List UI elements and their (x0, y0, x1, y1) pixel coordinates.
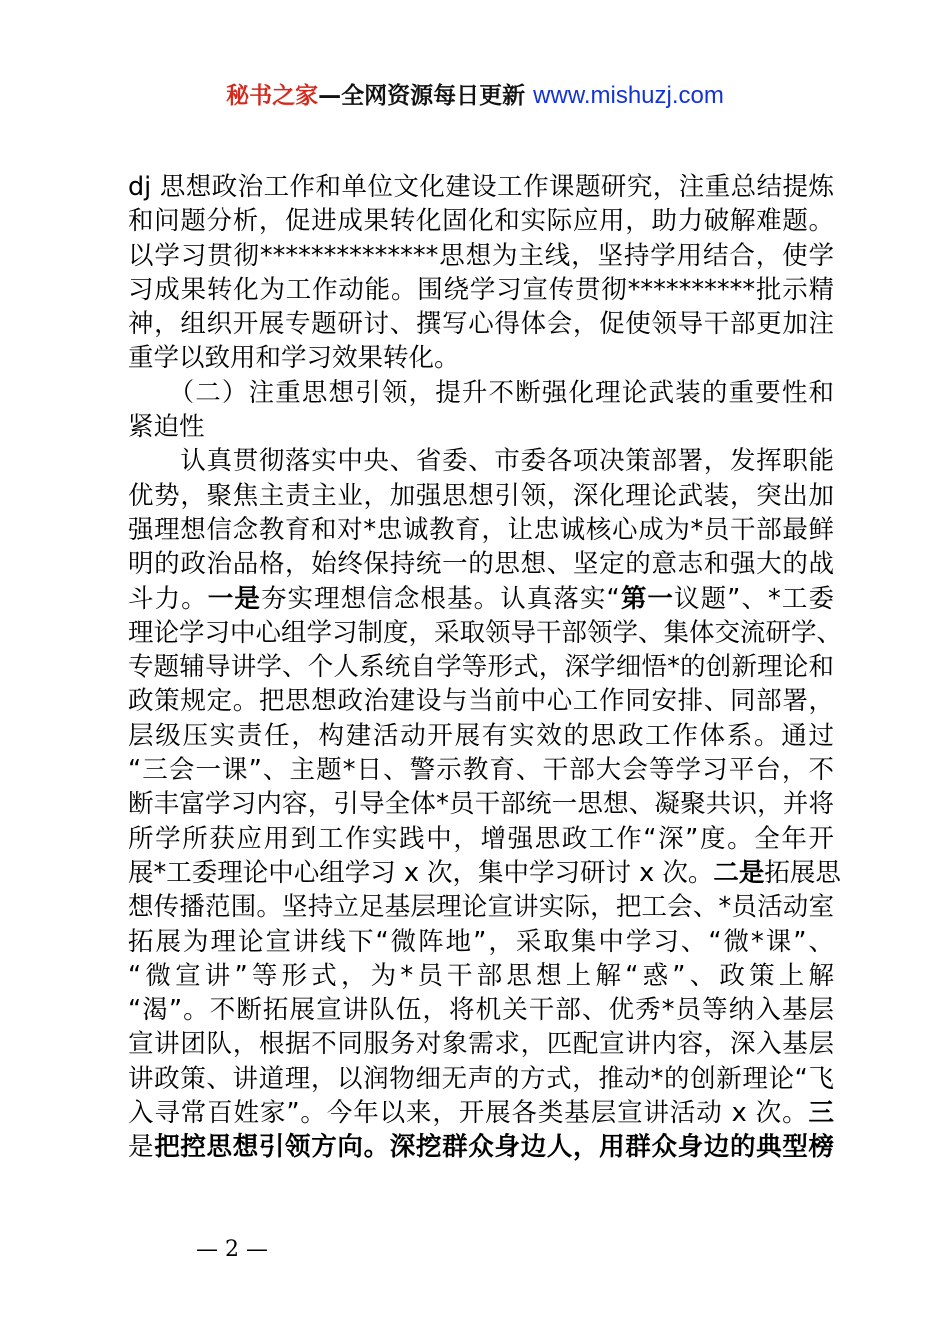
text-segment: 和问题分析，促进成果转化固化和实际应用，助力破解难题。 (128, 206, 834, 237)
bold-lead-phrase: 把控思想引领方向。深挖群众身边人，用群众身边的典型榜 (154, 1132, 834, 1163)
text-line (128, 582, 834, 616)
text-line (128, 856, 841, 890)
document-body (128, 170, 843, 1165)
text-segment: 断丰富学习内容，引导全体*员干部统一思想、凝聚共识，并将 (128, 789, 834, 820)
text-segment: dj 思想政治工作和单位文化建设工作课题研究，注重总结提炼 (128, 172, 834, 202)
text-segment: 以学习贯彻**************思想为主线，坚持学用结合，使学 (128, 240, 834, 271)
text-line (128, 170, 834, 204)
text-segment: 所学所获应用到工作实践中，增强思政工作“深”度。全年开 (128, 823, 834, 854)
bold-lead-phrase: 第一 (619, 583, 675, 614)
text-segment: 入寻常百姓家”。今年以来，开展各类基层宣讲活动 x 次。 (128, 1098, 809, 1129)
text-line (128, 1027, 834, 1061)
text-line (128, 684, 834, 718)
text-line (128, 650, 834, 684)
text-segment: 拓展思 (764, 857, 841, 888)
text-line (128, 959, 834, 993)
text-line (128, 1062, 834, 1096)
text-line (128, 616, 843, 650)
text-line (128, 719, 834, 753)
text-line (128, 993, 834, 1027)
site-header (0, 80, 950, 112)
text-line (128, 890, 834, 924)
text-line (128, 273, 834, 307)
text-segment: （二）注重思想引领，提升不断强化理论武装的重要性和 (128, 377, 834, 408)
brand-name: 秘书之家 (226, 83, 319, 109)
text-segment: 宣讲团队，根据不同服务对象需求，匹配宣讲内容，深入基层 (128, 1029, 834, 1060)
text-segment: 优势，聚焦主责主业，加强思想引领，深化理论武装，突出加 (128, 480, 834, 511)
text-segment: 理论学习中心组学习制度，采取领导干部领学、集体交流研学、 (128, 617, 843, 648)
text-line (128, 822, 834, 856)
text-line (128, 444, 834, 478)
text-segment: 神，组织开展专题研讨、撰写心得体会，促使领导干部更加注 (128, 309, 834, 340)
text-segment: 习成果转化为工作动能。围绕学习宣传贯彻**********批示精 (128, 274, 834, 305)
text-line (128, 1130, 834, 1164)
text-line (128, 547, 834, 581)
text-line (128, 513, 834, 547)
text-line (128, 376, 834, 410)
text-segment: 专题辅导讲学、个人系统自学等形式，深学细悟*的创新理论和 (128, 652, 834, 683)
text-line (128, 410, 834, 444)
text-line (128, 307, 834, 341)
text-segment: 重学以致用和学习效果转化。 (128, 343, 460, 374)
text-line (128, 787, 834, 821)
text-segment: 政策规定。把思想政治建设与当前中心工作同安排、同部署， (128, 686, 834, 717)
text-segment: “微宣讲”等形式，为*员干部思想上解“惑”、政策上解 (128, 960, 834, 991)
text-segment: 拓展为理论宣讲线下“微阵地”，采取集中学习、“微*课”、 (128, 926, 834, 957)
page-number: — 2 — (196, 1237, 268, 1262)
text-segment: 紧迫性 (128, 412, 205, 443)
text-segment: 想传播范围。坚持立足基层理论宣讲实际，把工会、*员活动室 (128, 892, 834, 923)
text-segment: 明的政治品格，始终保持统一的思想、坚定的意志和强大的战 (128, 549, 834, 580)
text-line (128, 479, 834, 513)
text-line (128, 753, 834, 787)
text-line (128, 204, 834, 238)
text-segment: 议题”、*工委 (674, 583, 834, 614)
text-segment: 斗力。 (128, 583, 208, 614)
text-segment: “三会一课”、主题*日、警示教育、干部大会等学习平台，不 (128, 755, 834, 786)
text-segment: 讲政策、讲道理，以润物细无声的方式，推动*的创新理论“飞 (128, 1063, 834, 1094)
text-segment: 强理想信念教育和对*忠诚教育，让忠诚核心成为*员干部最鲜 (128, 514, 834, 545)
bold-lead-phrase: 一是 (207, 583, 261, 614)
text-segment: 层级压实责任，构建活动开展有实效的思政工作体系。通过 (128, 720, 834, 751)
text-segment: 认真贯彻落实中央、省委、市委各项决策部署，发挥职能 (128, 446, 834, 477)
text-segment: 展*工委理论中心组学习 x 次，集中学习研讨 x 次。 (128, 857, 714, 888)
text-line (128, 925, 834, 959)
bold-lead-phrase: 二是 (713, 857, 765, 888)
text-line (128, 239, 834, 273)
text-line (128, 1096, 834, 1130)
text-segment: 是 (128, 1132, 155, 1163)
site-url: www.mishuzj.com (533, 82, 724, 109)
text-segment: “渴”。不断拓展宣讲队伍，将机关干部、优秀*员等纳入基层 (128, 995, 834, 1026)
header-tagline: —全网资源每日更新 (318, 83, 526, 109)
text-segment: 夯实理想信念根基。认真落实“ (260, 583, 620, 614)
text-line (128, 341, 834, 375)
bold-lead-phrase: 三 (808, 1098, 834, 1129)
